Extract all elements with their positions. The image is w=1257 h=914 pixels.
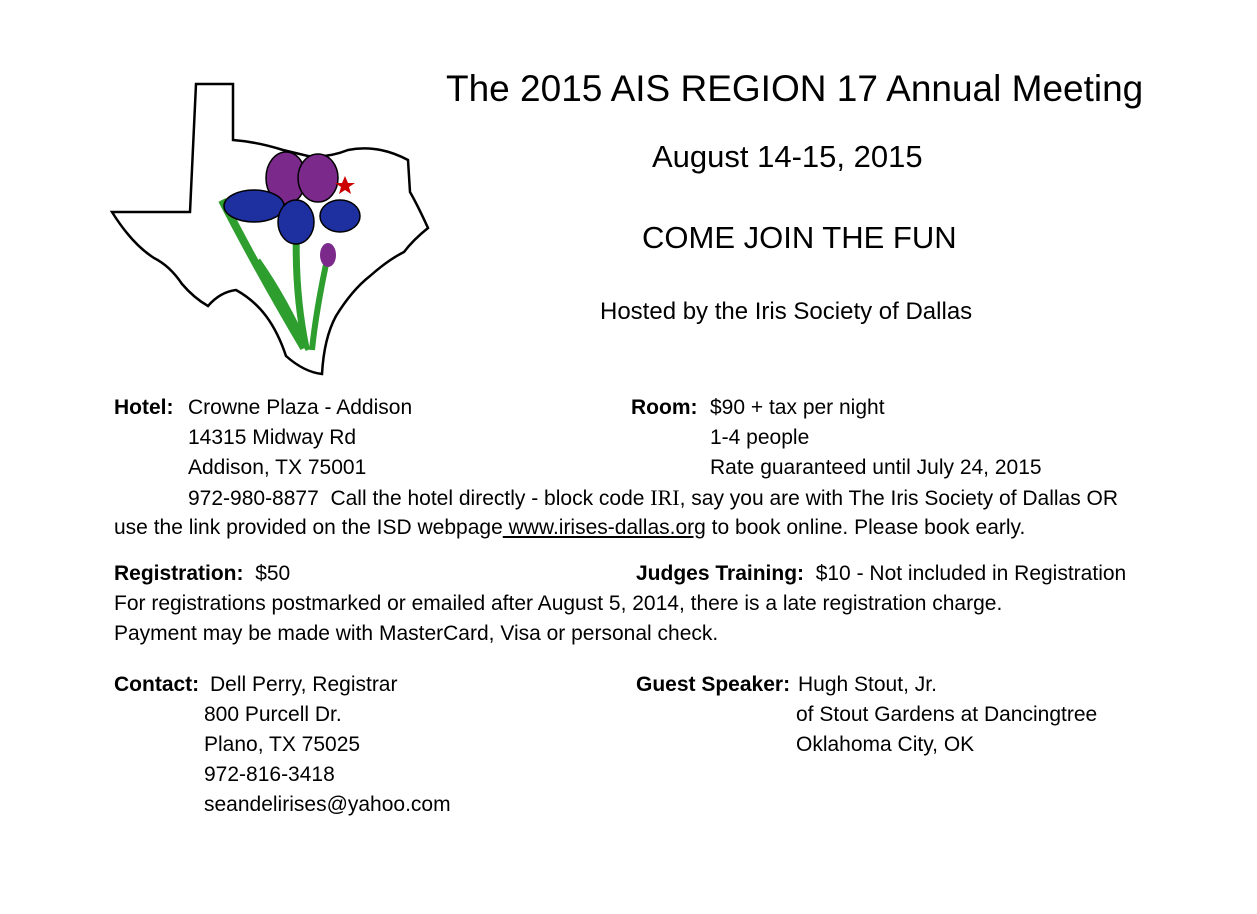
host-line: Hosted by the Iris Society of Dallas [600,298,973,325]
hotel-phone-line [188,483,1118,514]
registration-line [114,559,290,589]
texas-outline [112,84,428,374]
speaker-city: Oklahoma City, OK [796,733,975,756]
hotel-note-a: Call the hotel directly - block code [318,487,651,510]
isd-website-link[interactable]: www.irises-dallas.org [502,516,706,539]
block-code: IRI [650,485,680,510]
speaker-affiliation: of Stout Gardens at Dancingtree [796,703,1098,726]
contact-email[interactable]: seandelirises@yahoo.com [204,793,451,816]
texas-iris-logo [108,80,438,380]
iris-bud [320,243,336,267]
judges-line [636,559,1126,589]
event-date: August 14-15, 2015 [652,139,923,174]
late-registration-note: For registrations postmarked or emailed after August 5, 2014, there is a late registration charge. [114,592,1003,615]
hotel-phone: 972-980-8877 [188,487,319,510]
tagline: COME JOIN THE FUN [642,220,957,255]
judges-label: Judges Training: [636,562,805,585]
hotel-city: Addison, TX 75001 [188,456,367,479]
room-label: Room: [631,396,698,419]
speaker-label: Guest Speaker: [636,673,791,696]
hotel-note-d: to book online. Please book early. [705,516,1026,539]
contact-label: Contact: [114,673,200,696]
contact-name: Dell Perry, Registrar [210,673,398,696]
room-guarantee: Rate guaranteed until July 24, 2015 [710,456,1042,479]
registration-label: Registration: [114,562,244,585]
hotel-note-c: use the link provided on the ISD webpage [114,516,503,539]
registration-fee: $50 [255,562,291,585]
speaker-name: Hugh Stout, Jr. [798,673,937,696]
hotel-street: 14315 Midway Rd [188,426,357,449]
payment-note: Payment may be made with MasterCard, Visa or personal check. [114,622,719,645]
judges-fee: $10 - Not included in Registration [815,562,1127,585]
hotel-label: Hotel: [114,396,174,419]
hotel-name: Crowne Plaza - Addison [188,396,413,419]
contact-phone: 972-816-3418 [204,763,335,786]
room-rate: $90 + tax per night [710,396,885,419]
hotel-note-b: , say you are with The Iris Society of Dallas OR [679,487,1119,510]
page-title: The 2015 AIS REGION 17 Annual Meeting [446,68,1144,109]
contact-street: 800 Purcell Dr. [204,703,342,726]
contact-city: Plano, TX 75025 [204,733,361,756]
hotel-booking-line [114,513,1025,543]
room-people: 1-4 people [710,426,810,449]
